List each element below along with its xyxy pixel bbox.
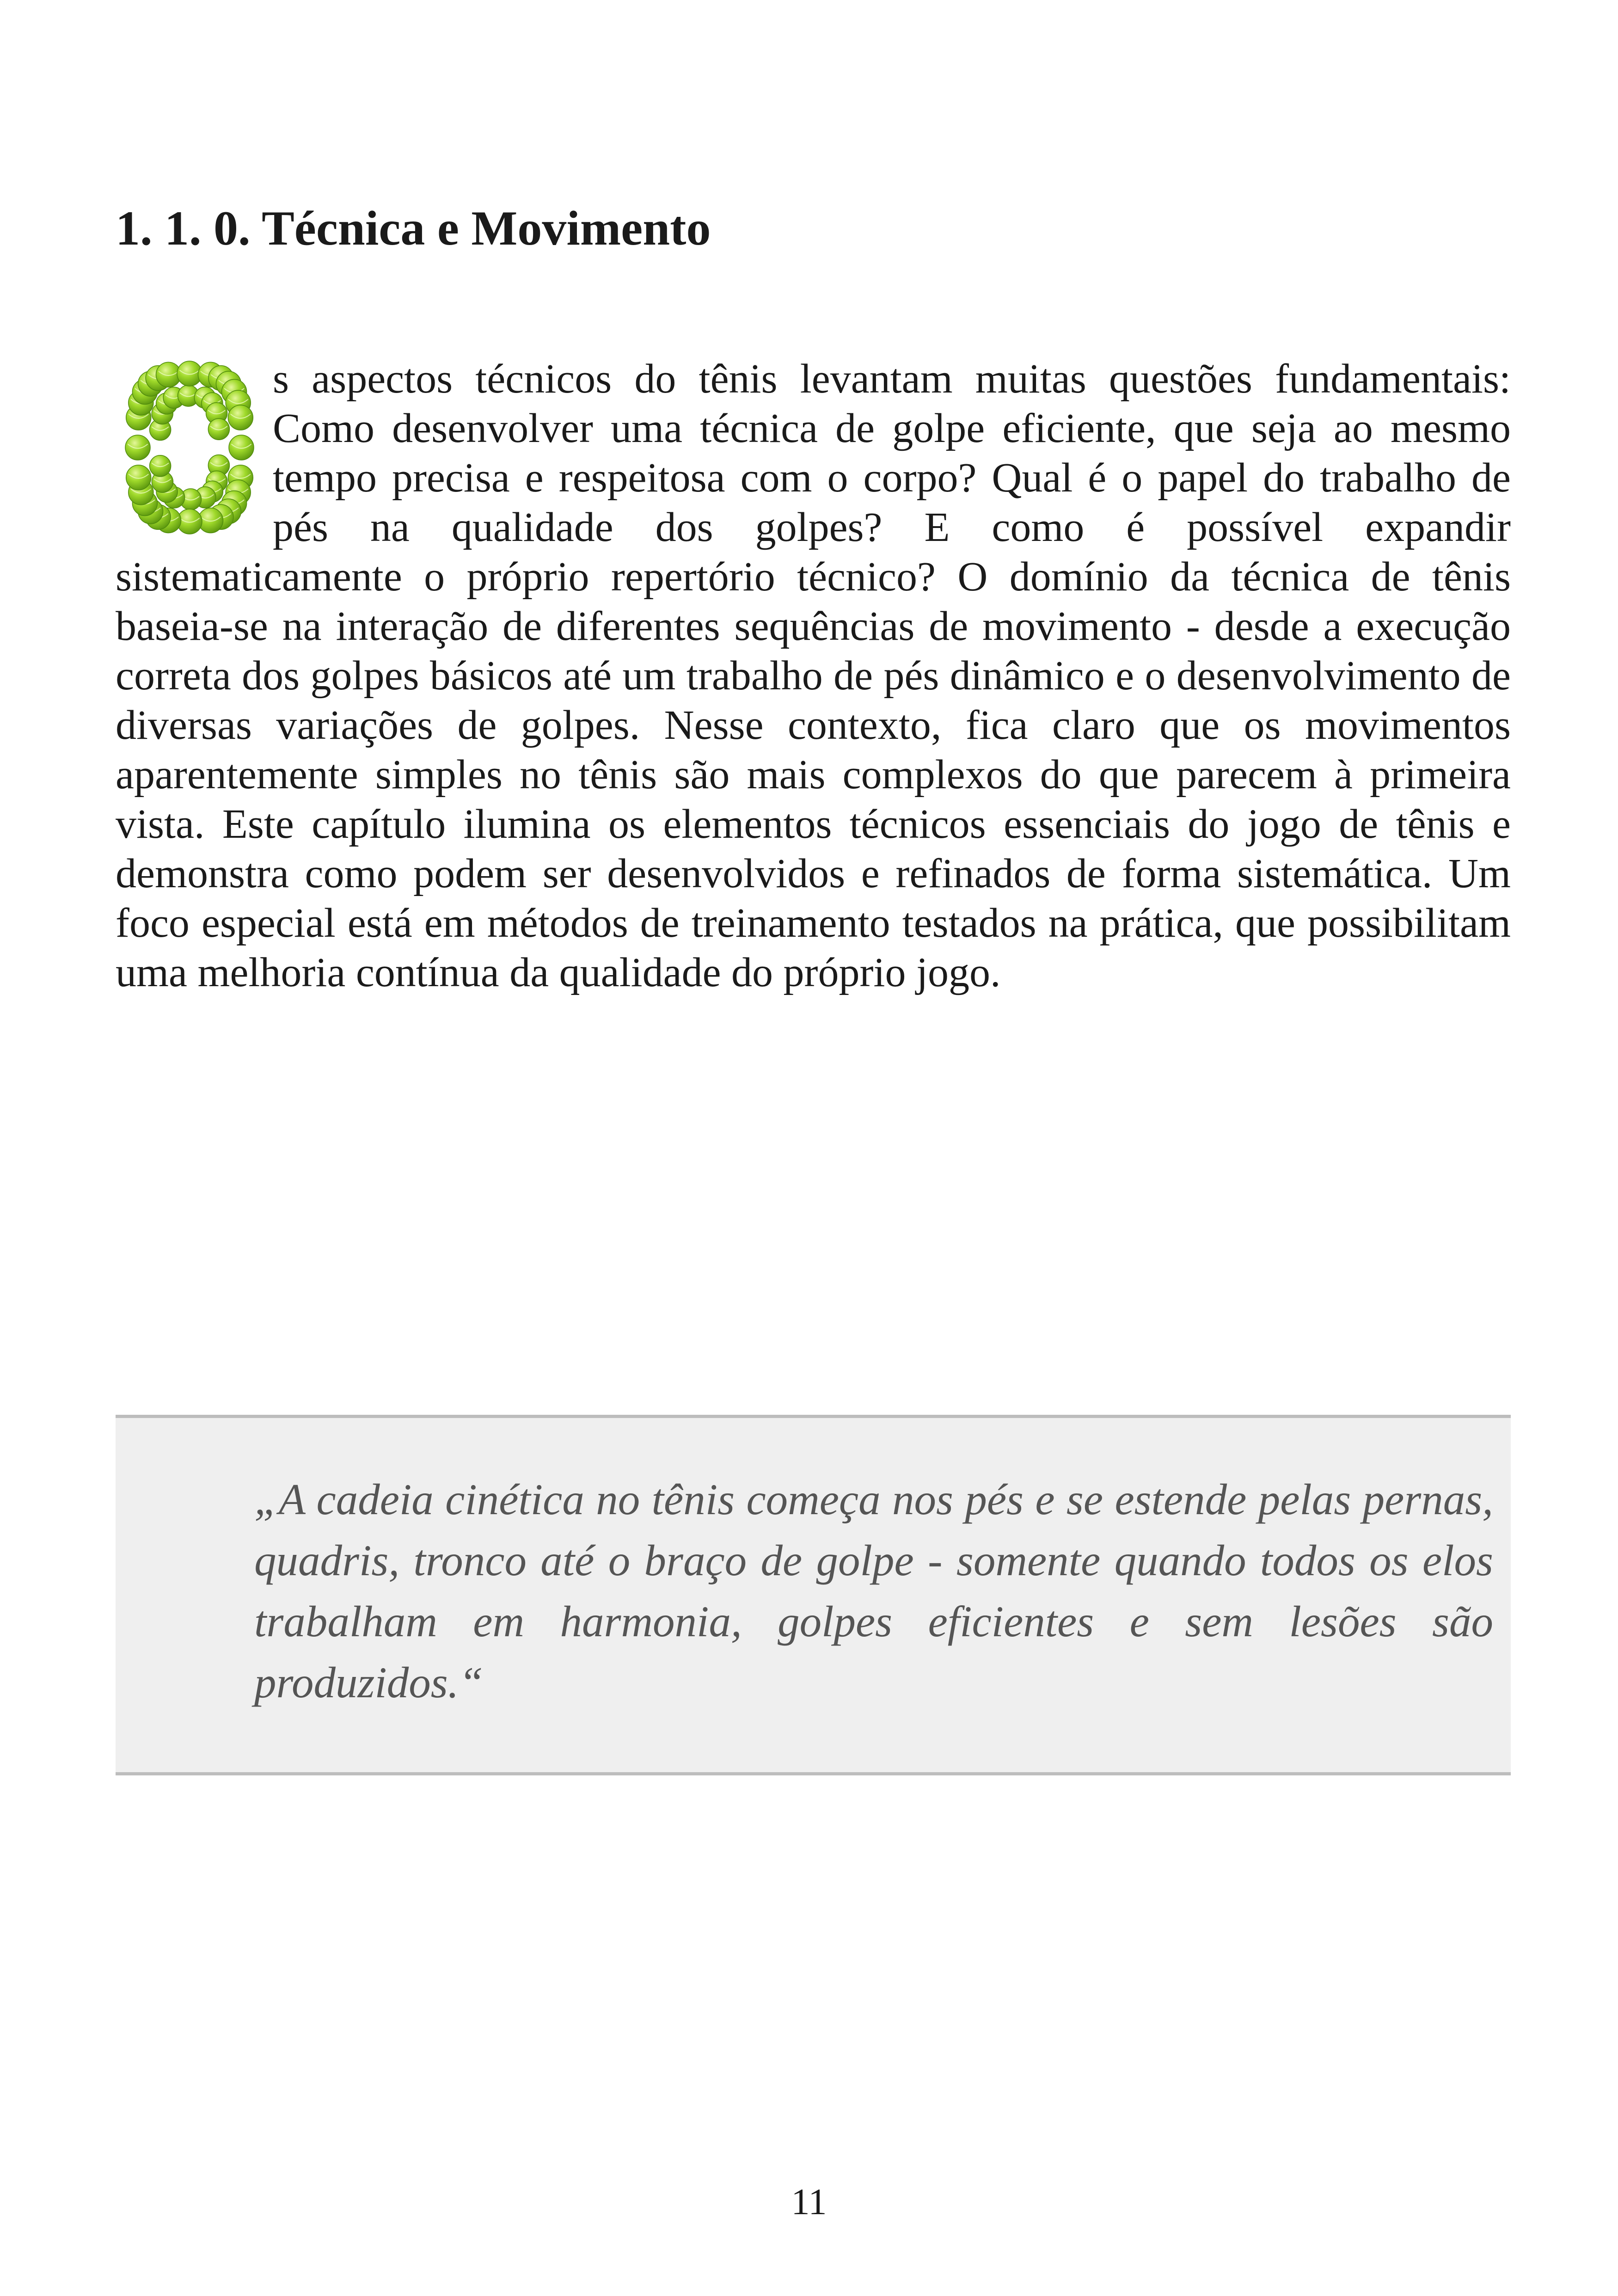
tennis-ball-letter-o-icon: [116, 354, 264, 541]
tennis-ball-icon: [125, 435, 150, 460]
tennis-ball-icon: [126, 465, 151, 490]
intro-text: s aspectos técnicos do tênis levantam muitas questões fundamentais: Como desenvolver uma técnica de golpe eficiente, que seja ao mesmo tempo precisa e respeitosa com o corpo? Qual é o papel do trabalho de pés na qualidade dos golpes? E como é possível expandir sistematicamente o próprio repertório técnico? O domínio da técnica de tênis baseia-se na interação de diferentes sequências de movimento - desde a execução correta dos golpes básicos até um trabalho de pés dinâmico e o desenvolvimento de diversas variações de golpes. Nesse contexto, fica claro que os movimentos aparentemente simples no tênis são mais complexos do que parecem à primeira vista. Este capítulo ilumina os elementos técnicos essenciais do jogo de tênis e demonstra como podem ser desenvolvidos e refinados de forma sistemática. Um foco especial está em métodos de treinamento testados na prática, que possibilitam uma melhoria contínua da qualidade do próprio jogo.: [116, 356, 1511, 995]
quote-box: [116, 1415, 1511, 1775]
tennis-ball-icon: [229, 435, 254, 460]
page-number: 11: [791, 2182, 827, 2222]
intro-paragraph: [116, 354, 1511, 997]
section-heading: 1. 1. 0. Técnica e Movimento: [116, 201, 711, 255]
tennis-ball-icon: [228, 405, 253, 430]
quote-text: „A cadeia cinética no tênis começa nos pés e se estende pelas pernas, quadris, tronco até o braço de golpe - somente quando todos os elos trabalham em harmonia, golpes eficientes e sem lesões são produzidos.“: [254, 1475, 1493, 1707]
tennis-ball-icon: [150, 455, 171, 477]
tennis-ball-icon: [208, 418, 229, 440]
